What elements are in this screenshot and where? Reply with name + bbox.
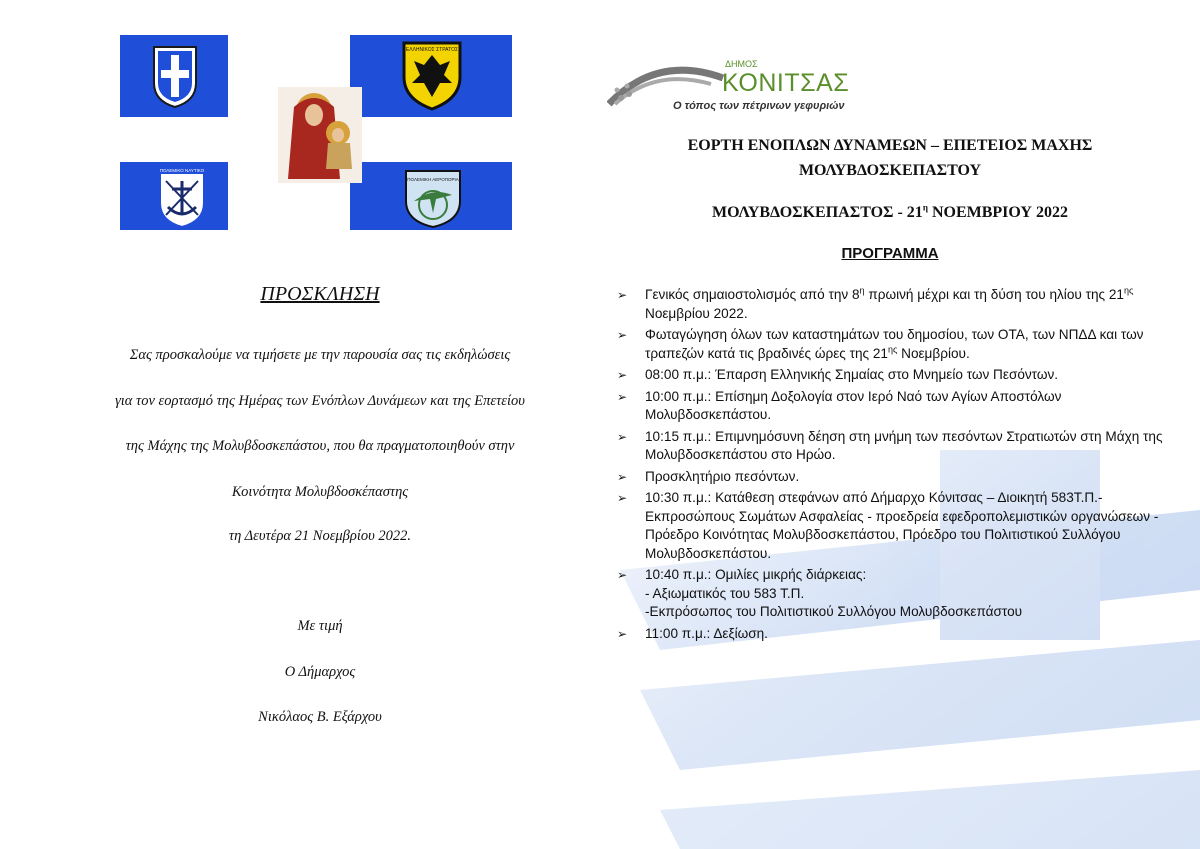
army-emblem-icon (400, 39, 464, 111)
bullet-arrow-icon: ➢ (617, 389, 628, 404)
program-item-text: 10:00 π.μ.: Επίσημη Δοξολογία στον Ιερό Ναό των Αγίων Αποστόλων Μολυβδοσκεπάστου. (645, 388, 1062, 422)
invitation-line: της Μάχης της Μολυβδοσκεπάστου, που θα πραγματοποιηθούν στην (125, 438, 515, 454)
invitation-line: για τον εορτασμό της Ημέρας των Ενόπλων Δυνάμεων και της Επετείου (115, 393, 525, 409)
event-date (610, 204, 1170, 222)
signature-role: Ο Δήμαρχος (284, 664, 356, 680)
navy-emblem-caption: ΠΟΛΕΜΙΚΟ ΝΑΥΤΙΚΟ (159, 168, 205, 173)
bullet-arrow-icon: ➢ (617, 469, 628, 484)
event-date-post: ΝΟΕΜΒΡΙΟΥ 2022 (927, 204, 1068, 221)
bullet-arrow-icon: ➢ (617, 429, 628, 444)
program-item (617, 428, 1187, 465)
superscript: ης (1123, 285, 1134, 296)
hellenic-coat-of-arms-icon (150, 43, 200, 109)
municipality-logo (607, 58, 850, 120)
program-subitem: -Εκπρόσωπος του Πολιτιστικού Συλλόγου Μολυβδοσκεπάστου (645, 604, 1023, 619)
navy-emblem-icon (156, 167, 208, 229)
bullet-arrow-icon: ➢ (617, 626, 628, 641)
program-item (617, 366, 1187, 385)
superscript: η (859, 285, 865, 296)
program-item (617, 388, 1187, 425)
program-item-text: πρωινή μέχρι και τη δύση του ηλίου της 21 (864, 287, 1124, 302)
program-item-text: 11:00 π.μ.: Δεξίωση. (645, 625, 768, 641)
program-item (617, 326, 1187, 363)
invitation-title: ΠΡΟΣΚΛΗΣΗ (260, 283, 380, 305)
program-item-text: 08:00 π.μ.: Έπαρση Ελληνικής Σημαίας στο Μνημείο των Πεσόντων. (645, 367, 1059, 382)
bullet-arrow-icon: ➢ (617, 491, 628, 505)
program-title: ΠΡΟΓΡΑΜΜΑ (841, 245, 939, 262)
program-item-text: Προσκλητήριο πεσόντων. (645, 468, 800, 484)
bullet-arrow-icon: ➢ (617, 568, 628, 582)
program-item (617, 286, 1187, 323)
flag-banner (120, 35, 512, 230)
event-heading-line2: ΜΟΛΥΒΔΟΣΚΕΠΑΣΤΟΥ (798, 162, 982, 179)
superscript: ης (888, 343, 898, 354)
program-item-text: 10:15 π.μ.: Επιμνημόσυνη δέηση στη μνήμη των πεσόντων Στρατιωτών στη Μάχη της Μολυβδοσκεπάστου στο Ηρώο. (645, 428, 1163, 462)
logo-big-text: ΚΟΝΙΤΣΑΣ (722, 69, 850, 97)
army-emblem-caption: ΕΛΛΗΝΙΚΟΣ ΣΤΡΑΤΟΣ (405, 47, 459, 53)
air-force-emblem-caption: ΠΟΛΕΜΙΚΗ ΑΕΡΟΠΟΡΙΑ (407, 177, 459, 182)
program-subitem: - Αξιωματικός του 583 Τ.Π. (645, 585, 805, 601)
program-item (617, 489, 1187, 563)
program-item-text: Φωταγώγηση όλων των καταστημάτων του δημοσίου, των ΟΤΑ, των ΝΠΔΔ και των τραπεζών κατά τις βραδινές ώρες της 21 (645, 327, 1144, 361)
air-force-emblem-icon (402, 165, 464, 229)
religious-icon-painting (278, 87, 362, 183)
invitation-line: τη Δευτέρα 21 Νοεμβρίου 2022. (228, 528, 412, 544)
event-date-pre: ΜΟΛΥΒΔΟΣΚΕΠΑΣΤΟΣ - 21 (712, 204, 923, 221)
program-item-text: Νοεμβρίου 2022. (645, 305, 748, 321)
event-heading-line1: ΕΟΡΤΗ ΕΝΟΠΛΩΝ ΔΥΝΑΜΕΩΝ – ΕΠΕΤΕΙΟΣ ΜΑΧΗΣ (687, 137, 1093, 154)
bullet-arrow-icon: ➢ (617, 288, 628, 302)
program-list (617, 286, 1187, 646)
signature-closing: Με τιμή (297, 618, 343, 634)
logo-small-text: ΔΗΜΟΣ (725, 59, 758, 69)
program-item-text: 10:30 π.μ.: Κατάθεση στεφάνων από Δήμαρχο Κόνιτσας – Διοικητή 583Τ.Π.- Εκπροσώπους Σωμάτων Ασφαλείας - προεδρεία εφεδροπολεμιστικών οργανώσεων - Πρόεδρο Κοινότητας Μολυβδοσκεπάστου, Πρόεδρο του Πολιτιστικού Συλλόγου Μολυβδοσκεπάστου. (645, 490, 1159, 561)
invitation-line: Κοινότητα Μολυβδοσκέπαστης (231, 484, 409, 500)
program-item-text: 10:40 π.μ.: Ομιλίες μικρής διάρκειας: (645, 567, 867, 582)
logo-slogan: Ο τόπος των πέτρινων γεφυριών (673, 100, 845, 112)
program-item (617, 566, 1187, 622)
signature-name: Νικόλαος Β. Εξάρχου (258, 709, 382, 725)
invitation-line: Σας προσκαλούμε να τιμήσετε με την παρουσία σας τις εκδηλώσεις (129, 347, 511, 363)
bullet-arrow-icon: ➢ (617, 368, 628, 382)
program-item-text: Νοεμβρίου. (897, 345, 970, 361)
event-date-sup: η (922, 202, 928, 213)
program-item (617, 625, 1187, 644)
program-item (617, 468, 1187, 487)
bullet-arrow-icon: ➢ (617, 328, 628, 342)
program-item-text: Γενικός σημαιοστολισμός από την 8 (645, 287, 860, 302)
